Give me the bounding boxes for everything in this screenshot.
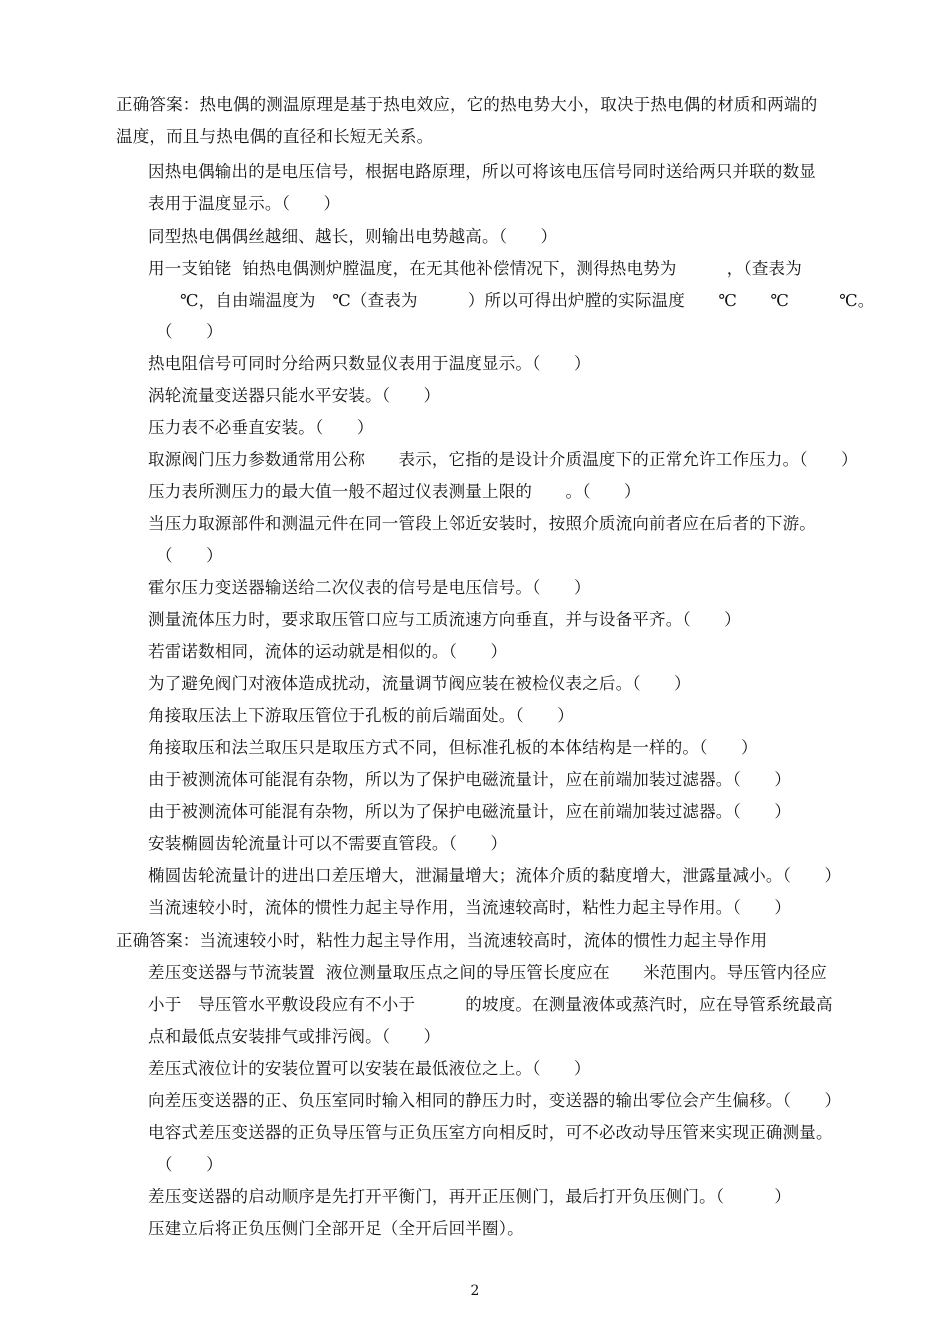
question-text: 安装椭圆齿轮流量计可以不需要直管段。（ ） [148,834,508,853]
question-text-continued: ℃，自由端温度为 ℃（查表为 ）所以可得出炉膛的实际温度 ℃ ℃ ℃。 [180,291,875,310]
question-text-continued: 点和最低点安装排气或排污阀。（ ） [148,1027,441,1046]
question-text: 为了避免阀门对液体造成扰动，流量调节阀应装在被检仪表之后。（ ） [148,674,691,693]
answer-line: 正确答案：热电偶的测温原理是基于热电效应，它的热电势大小，取决于热电偶的材质和两端的 [116,95,818,114]
question-text: 用一支铂铑 铂热电偶测炉膛温度，在无其他补偿情况下，测得热电势为 ，（查表为 [148,259,802,278]
question-text: 热电阻信号可同时分给两只数显仪表用于温度显示。（ ） [148,354,591,373]
question-text: 差压变送器的启动顺序是先打开平衡门，再开正压侧门，最后打开负压侧门。（ ） [148,1187,792,1206]
question-text: 椭圆齿轮流量计的进出口差压增大，泄漏量增大；流体介质的黏度增大，泄露量减小。（ ） [148,866,842,885]
question-text: 涡轮流量变送器只能水平安装。（ ） [148,386,441,405]
question-text: 同型热电偶偶丝越细、越长，则输出电势越高。（ ） [148,227,558,246]
question-text: 角接取压法上下游取压管位于孔板的前后端面处。（ ） [148,706,574,725]
answer-line: 正确答案：当流速较小时，粘性力起主导作用，当流速较高时，流体的惯性力起主导作用 [116,931,768,950]
question-text: 差压式液位计的安装位置可以安装在最低液位之上。（ ） [148,1059,591,1078]
page-number: 2 [470,1283,480,1299]
answer-line-continued: 温度，而且与热电偶的直径和长短无关系。 [116,127,434,146]
question-text: 当压力取源部件和测温元件在同一管段上邻近安装时，按照介质流向前者应在后者的下游。 [148,514,816,533]
question-text: 压建立后将正负压侧门全部开足（全开后回半圈）。 [148,1219,524,1238]
question-text: 由于被测流体可能混有杂物，所以为了保护电磁流量计，应在前端加装过滤器。（ ） [148,770,792,789]
question-text: 若雷诺数相同，流体的运动就是相似的。（ ） [148,642,508,661]
answer-parentheses: （ ） [156,1155,223,1174]
answer-parentheses: （ ） [156,322,223,341]
question-text: 因热电偶输出的是电压信号，根据电路原理，所以可将该电压信号同时送给两只并联的数显 [148,162,816,181]
question-text-continued: 表用于温度显示。（ ） [148,194,341,213]
question-text: 当流速较小时，流体的惯性力起主导作用，当流速较高时，粘性力起主导作用。（ ） [148,898,792,917]
question-text: 差压变送器与节流装置 液位测量取压点之间的导压管长度应在 米范围内。导压管内径应 [148,963,827,982]
answer-parentheses: （ ） [156,546,223,565]
question-text: 电容式差压变送器的正负导压管与正负压室方向相反时，可不必改动导压管来实现正确测量。 [148,1123,833,1142]
question-text: 角接取压和法兰取压只是取压方式不同，但标准孔板的本体结构是一样的。（ ） [148,738,758,757]
question-text: 由于被测流体可能混有杂物，所以为了保护电磁流量计，应在前端加装过滤器。（ ） [148,802,792,821]
question-text: 压力表不必垂直安装。（ ） [148,418,374,437]
question-text: 霍尔压力变送器输送给二次仪表的信号是电压信号。（ ） [148,578,591,597]
question-text: 向差压变送器的正、负压室同时输入相同的静压力时，变送器的输出零位会产生偏移。（ ） [148,1091,842,1110]
question-text-continued: 小于 导压管水平敷设段应有不小于 的坡度。在测量液体或蒸汽时，应在导管系统最高 [148,995,833,1014]
question-text: 取源阀门压力参数通常用公称 表示，它指的是设计介质温度下的正常允许工作压力。（ ） [148,450,858,469]
question-text: 压力表所测压力的最大值一般不超过仪表测量上限的 。（ ） [148,482,641,501]
question-text: 测量流体压力时，要求取压管口应与工质流速方向垂直，并与设备平齐。（ ） [148,610,741,629]
